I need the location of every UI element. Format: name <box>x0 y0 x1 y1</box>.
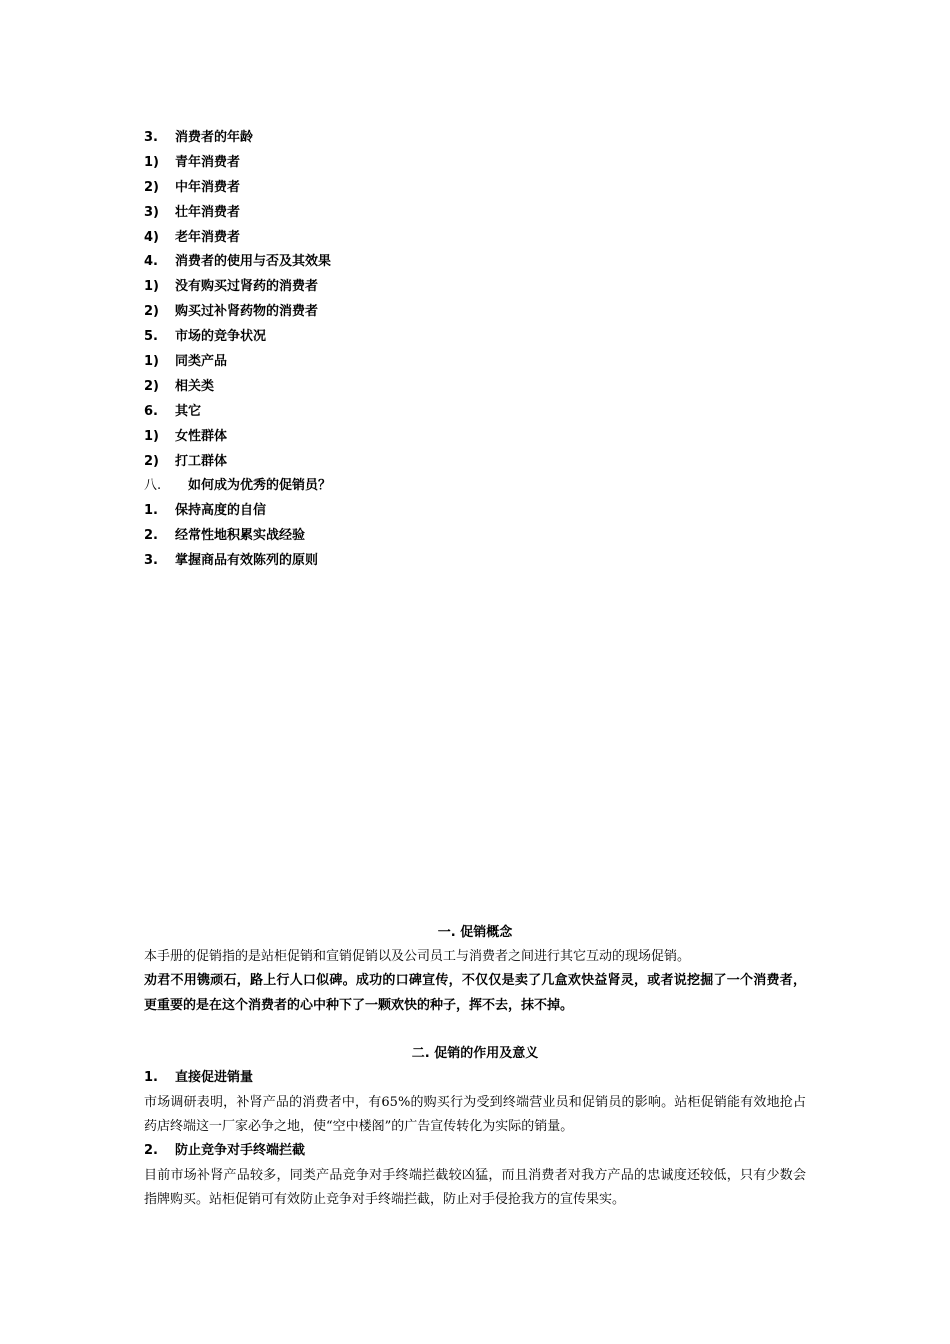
outline-item <box>144 201 784 226</box>
outline-text: 同类产品 <box>175 354 228 370</box>
outline-list <box>144 126 784 574</box>
outline-item <box>144 549 784 574</box>
outline-text: 消费者的使用与否及其效果 <box>175 254 332 270</box>
outline-item <box>144 250 784 275</box>
outline-item <box>144 275 784 300</box>
outline-num: 2) <box>144 453 159 469</box>
outline-num: 八. <box>144 478 162 494</box>
outline-item <box>144 126 784 151</box>
outline-text: 中年消费者 <box>175 179 241 195</box>
outline-num: 1) <box>144 154 159 170</box>
paragraph-bold: 劝君不用镌顽石，路上行人口似碑。成功的口碑宣传，不仅仅是卖了几盒欢快益肾灵，或者说挖掘了一个消费者，更重要的是在这个消费者的心中种下了一颗欢快的种子，挥不去，抹不掉。 <box>144 973 806 1013</box>
spacer <box>144 1018 806 1042</box>
outline-text: 壮年消费者 <box>175 204 241 220</box>
outline-chapter <box>144 474 784 499</box>
outline-num: 1) <box>144 428 159 444</box>
sub-heading <box>144 1066 806 1090</box>
outline-num: 2) <box>144 378 159 394</box>
sub-heading-title: 直接促进销量 <box>175 1070 254 1086</box>
outline-num: 4) <box>144 229 159 245</box>
outline-item <box>144 176 784 201</box>
outline-text: 购买过补肾药物的消费者 <box>175 304 319 320</box>
paragraph: 目前市场补肾产品较多，同类产品竞争对手终端拦截较凶猛，而且消费者对我方产品的忠诚度还较低，只有少数会指牌购买。站柜促销可有效防止竞争对手终端拦截，防止对手侵抢我方的宣传果实。 <box>144 1167 806 1208</box>
outline-text: 市场的竞争状况 <box>175 329 267 345</box>
outline-num: 4. <box>144 254 158 270</box>
outline-text: 掌握商品有效陈列的原则 <box>175 553 319 569</box>
outline-text: 青年消费者 <box>175 154 241 170</box>
outline-num: 3. <box>144 553 158 569</box>
outline-item <box>144 350 784 375</box>
outline-item <box>144 400 784 425</box>
outline-item <box>144 325 784 350</box>
sub-heading <box>144 1139 806 1163</box>
sub-heading-title: 防止竞争对手终端拦截 <box>175 1143 306 1159</box>
outline-text: 经常性地积累实战经验 <box>175 528 306 544</box>
outline-text: 保持高度的自信 <box>175 503 267 519</box>
body-section <box>144 921 806 1213</box>
outline-text: 相关类 <box>175 378 215 394</box>
outline-text: 消费者的年龄 <box>175 130 254 145</box>
outline-item <box>144 450 784 475</box>
outline-num: 3) <box>144 204 159 220</box>
outline-text: 打工群体 <box>175 453 228 469</box>
outline-text: 老年消费者 <box>175 229 241 245</box>
outline-num: 3. <box>144 130 158 145</box>
outline-item <box>144 151 784 176</box>
paragraph: 本手册的促销指的是站柜促销和宣销促销以及公司员工与消费者之间进行其它互动的现场促销。 <box>144 949 691 964</box>
outline-num: 5. <box>144 329 158 345</box>
outline-text: 其它 <box>175 403 202 419</box>
outline-num: 2) <box>144 304 159 320</box>
outline-num: 1) <box>144 354 159 370</box>
outline-item <box>144 499 784 524</box>
outline-item <box>144 375 784 400</box>
outline-num: 1. <box>144 503 158 519</box>
outline-item <box>144 524 784 549</box>
outline-item <box>144 425 784 450</box>
outline-num: 2. <box>144 528 158 544</box>
outline-num: 6. <box>144 403 158 419</box>
outline-num: 2) <box>144 179 159 195</box>
outline-item <box>144 300 784 325</box>
outline-item <box>144 226 784 251</box>
sub-heading-num: 1. <box>144 1070 158 1086</box>
outline-text: 如何成为优秀的促销员？ <box>188 478 332 494</box>
section-heading: 一. 促销概念 <box>437 925 513 940</box>
outline-text: 没有购买过肾药的消费者 <box>175 279 319 295</box>
paragraph: 市场调研表明，补肾产品的消费者中，有65%的购买行为受到终端营业员和促销员的影响。站柜促销能有效地抢占药店终端这一厂家必争之地，使“空中楼阁”的广告宣传转化为实际的销量。 <box>144 1094 806 1135</box>
outline-text: 女性群体 <box>175 428 228 444</box>
section-heading: 二. 促销的作用及意义 <box>411 1046 539 1062</box>
outline-num: 1) <box>144 279 159 295</box>
sub-heading-num: 2. <box>144 1143 158 1159</box>
